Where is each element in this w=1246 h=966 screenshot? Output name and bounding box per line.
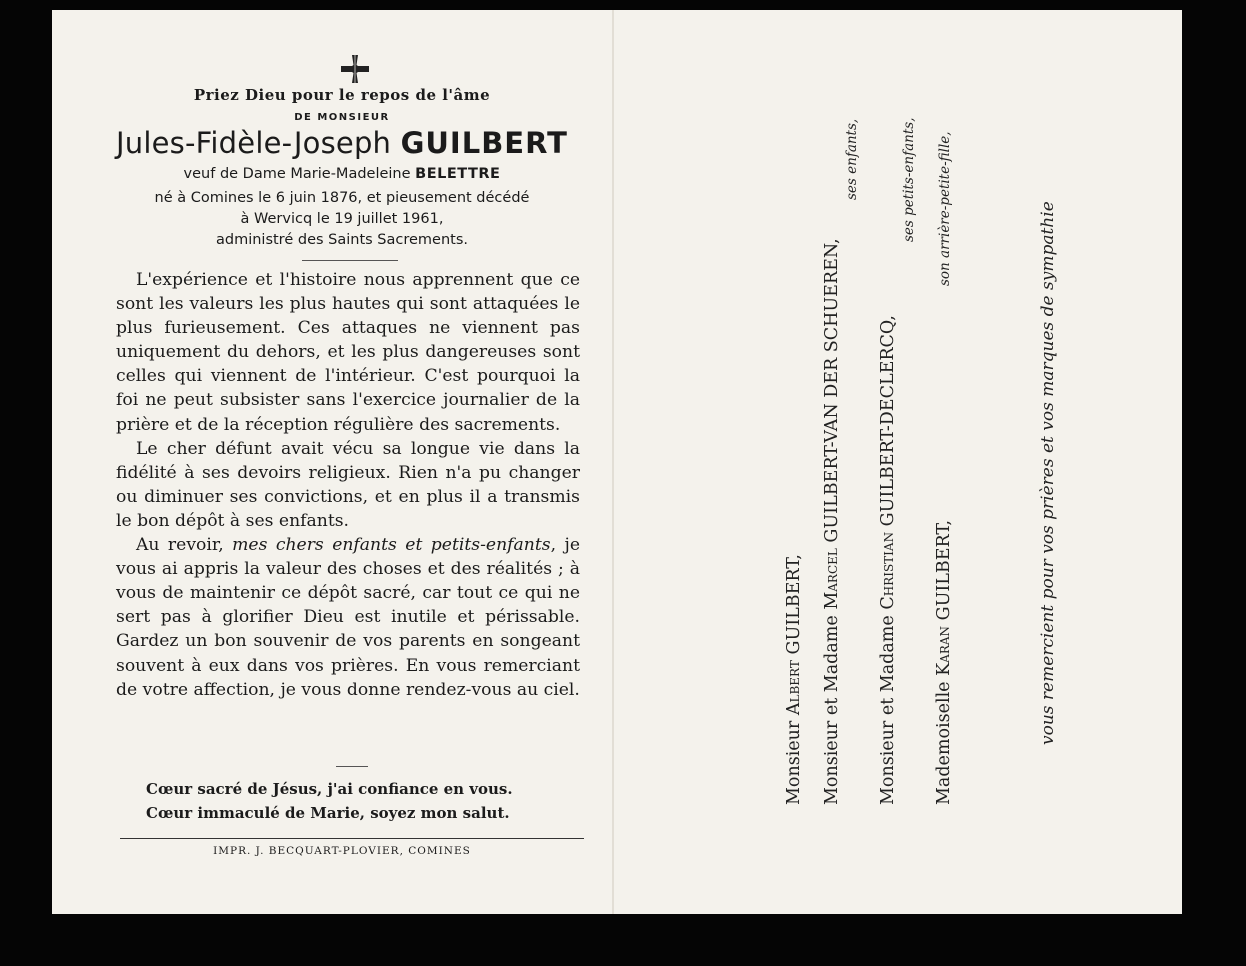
family-line-4-prefix: Mademoiselle [934, 681, 954, 805]
cross-icon [340, 54, 370, 84]
family-line-4-first: Karan [934, 625, 954, 676]
family-role-children: ses enfants, [844, 118, 860, 200]
birth-death-line-2: à Wervicq le 19 juillet 1961, [240, 211, 444, 227]
family-role-great-granddaughter: son arrière-petite-fille, [937, 131, 953, 286]
family-line-1 [784, 554, 804, 805]
family-line-1-first: Albert [784, 660, 804, 716]
family-line-3 [878, 315, 898, 805]
widow-line [62, 166, 622, 182]
thanks-line: vous remercient pour vos prières et vos marques de sympathie [1038, 201, 1058, 745]
family-line-3-prefix: Monsieur et Madame [878, 615, 898, 805]
p3-start: Au revoir, [136, 535, 233, 556]
divider-long [120, 838, 584, 839]
family-line-2-surname: GUILBERT-VAN DER SCHUEREN, [822, 238, 842, 543]
family-line-2-first: Marcel [822, 548, 842, 610]
first-names: Jules-Fidèle-Joseph [116, 126, 392, 160]
family-line-3-first: Christian [878, 531, 898, 610]
family-line-4 [934, 520, 954, 805]
deceased-name [62, 126, 622, 160]
family-line-1-prefix: Monsieur [784, 720, 804, 805]
p3-italic: mes chers enfants et petits-enfants [232, 535, 551, 556]
widow-surname: BELETTRE [415, 166, 501, 182]
divider-short [302, 260, 398, 261]
surname: GUILBERT [400, 126, 568, 160]
family-line-1-surname: GUILBERT, [784, 554, 804, 655]
family-line-2 [822, 238, 842, 805]
prayer-heading: Priez Dieu pour le repos de l'âme [193, 86, 491, 104]
p3-end: , je vous ai appris la valeur des choses et des réalités ; à vous de maintenir ce dépôt sacré, car tout ce qui ne sert pas à glorifier Dieu est inutile et périssable. Gardez un bon souvenir de vos parents en songeant souvent à eux dans vos prières. En vous remerciant de votre affection, je vous donne rendez-vous au ciel. [116, 535, 580, 700]
eulogy-paragraph-3 [116, 533, 580, 702]
eulogy-text [116, 268, 580, 702]
prayer-line-sacred-heart: Cœur sacré de Jésus, j'ai confiance en vous. [146, 780, 513, 798]
eulogy-paragraph-1: L'expérience et l'histoire nous apprennent que ce sont les valeurs les plus hautes qui sont attaquées le plus furieusement. Ces attaques ne viennent pas uniquement du dehors, et les plus dangereuses sont celles qui viennent de l'intérieur. C'est pourquoi la foi ne peut subsister sans l'exercice journalier de la prière et de la réception régulière des sacrements. [116, 270, 580, 435]
de-monsieur-label: DE MONSIEUR [294, 112, 390, 123]
divider-small [336, 766, 368, 767]
family-line-2-prefix: Monsieur et Madame [822, 615, 842, 805]
right-panel [614, 10, 1182, 914]
eulogy-paragraph-2: Le cher défunt avait vécu sa longue vie dans la fidélité à ses devoirs religieux. Rien n'a pu changer ou diminuer ses convictions, et en plus il a transmis le bon dépôt à ses enfants. [116, 438, 580, 531]
family-line-4-surname: GUILBERT, [934, 519, 954, 621]
birth-death-line-1: né à Comines le 6 juin 1876, et pieusement décédé [154, 190, 530, 206]
family-role-grandchildren: ses petits-enfants, [901, 117, 917, 242]
family-line-3-surname: GUILBERT-DECLERCQ, [878, 315, 898, 527]
printer-credit: IMPR. J. BECQUART-PLOVIER, COMINES [213, 845, 471, 857]
widow-prefix: veuf de Dame Marie-Madeleine [183, 166, 411, 182]
prayer-line-immaculate-heart: Cœur immaculé de Marie, soyez mon salut. [146, 804, 510, 822]
sacraments-line: administré des Saints Sacrements. [215, 232, 469, 248]
